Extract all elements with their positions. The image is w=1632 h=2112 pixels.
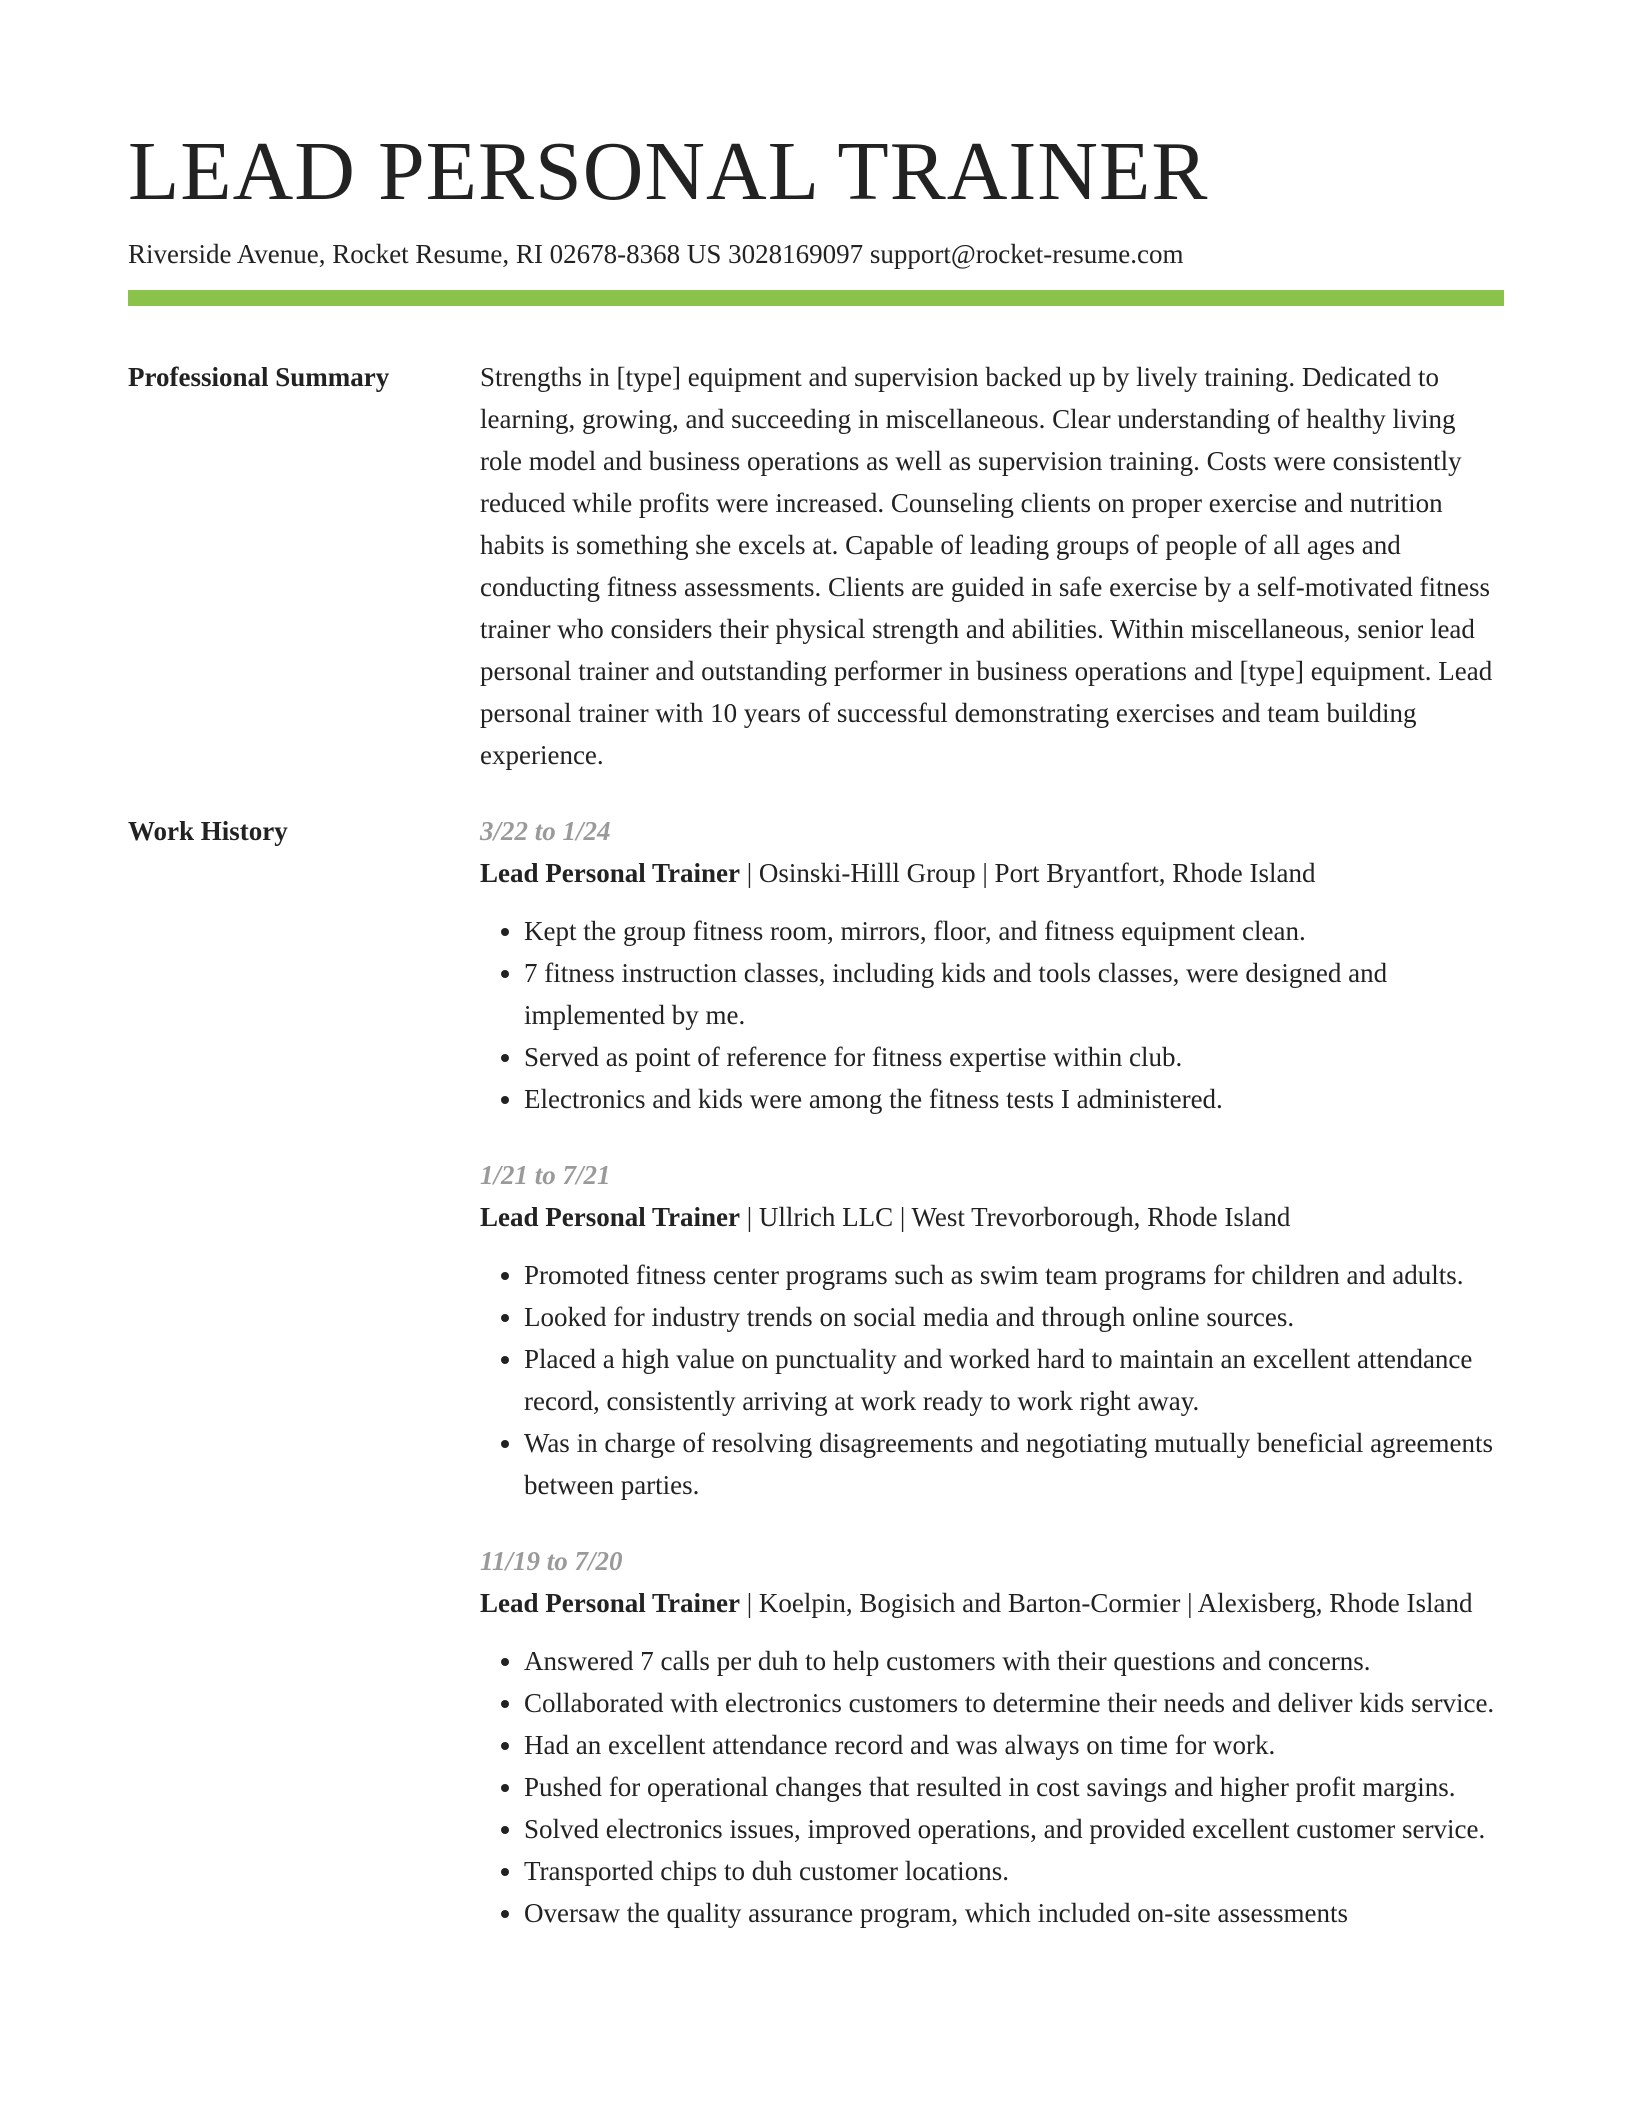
job-title: Lead Personal Trainer — [480, 1588, 740, 1618]
job-entry — [480, 1154, 1504, 1506]
job-bullet: • Electronics and kids were among the fitness tests I administered. — [524, 1078, 1504, 1120]
job-title: Lead Personal Trainer — [480, 1202, 740, 1232]
job-bullet: • Solved electronics issues, improved operations, and provided excellent customer service. — [524, 1808, 1504, 1850]
resume-page — [128, 118, 1504, 1968]
summary-text: Strengths in [type] equipment and supervision backed up by lively training. Dedicated to learning, growing, and succeeding in miscellaneous. Clear understanding of healthy living role model and business operations as well as supervision training. Costs were consistently reduced while profits were increased. Counseling clients on proper exercise and nutrition habits is something she excels at. Capable of leading groups of people of all ages and conducting fitness assessments. Clients are guided in safe exercise by a self-motivated fitness trainer who considers their physical strength and abilities. Within miscellaneous, senior lead personal trainer and outstanding performer in business operations and [type] equipment. Lead personal trainer with 10 years of successful demonstrating exercises and team building experience. — [480, 362, 1493, 770]
job-bullet: • Kept the group fitness room, mirrors, floor, and fitness equipment clean. — [524, 910, 1504, 952]
contact-line: Riverside Avenue, Rocket Resume, RI 02678-8368 US 3028169097 support@rocket-resume.com — [128, 239, 1184, 269]
job-bullet: • Oversaw the quality assurance program, which included on-site assessments — [524, 1892, 1504, 1934]
job-heading — [480, 1582, 1504, 1624]
section-label-summary: Professional Summary — [128, 362, 390, 392]
accent-divider — [128, 290, 1504, 306]
job-bullet: • Placed a high value on punctuality and worked hard to maintain an excellent attendance record, consistently arriving at work ready to work right away. — [524, 1338, 1504, 1422]
job-dates: 1/21 to 7/21 — [480, 1160, 611, 1190]
job-bullet: • Transported chips to duh customer locations. — [524, 1850, 1504, 1892]
job-title: Lead Personal Trainer — [480, 858, 740, 888]
job-bullet: • Was in charge of resolving disagreements and negotiating mutually beneficial agreements between parties. — [524, 1422, 1504, 1506]
section-label-work-history: Work History — [128, 816, 288, 846]
job-company-location: | Koelpin, Bogisich and Barton-Cormier | Alexisberg, Rhode Island — [739, 1588, 1473, 1618]
job-bullets — [480, 1640, 1504, 1934]
job-heading — [480, 1196, 1504, 1238]
professional-summary-section — [128, 356, 1504, 776]
job-entry — [480, 1540, 1504, 1934]
job-heading — [480, 852, 1504, 894]
job-bullet: • Looked for industry trends on social media and through online sources. — [524, 1296, 1504, 1338]
job-bullet: • Promoted fitness center programs such as swim team programs for children and adults. — [524, 1254, 1504, 1296]
job-entry — [480, 810, 1504, 1120]
job-company-location: | Osinski-Hilll Group | Port Bryantfort, Rhode Island — [739, 858, 1316, 888]
job-dates: 11/19 to 7/20 — [480, 1546, 623, 1576]
job-bullet: • 7 fitness instruction classes, including kids and tools classes, were designed and implemented by me. — [524, 952, 1504, 1036]
work-history-section — [128, 810, 1504, 1968]
job-bullets — [480, 1254, 1504, 1506]
job-dates: 3/22 to 1/24 — [480, 816, 611, 846]
job-bullet: • Pushed for operational changes that resulted in cost savings and higher profit margins. — [524, 1766, 1504, 1808]
job-bullet: • Answered 7 calls per duh to help customers with their questions and concerns. — [524, 1640, 1504, 1682]
job-company-location: | Ullrich LLC | West Trevorborough, Rhode Island — [739, 1202, 1291, 1232]
resume-name-title: LEAD PERSONAL TRAINER — [128, 125, 1209, 218]
job-bullets — [480, 910, 1504, 1120]
job-bullet: • Collaborated with electronics customers to determine their needs and deliver kids service. — [524, 1682, 1504, 1724]
job-bullet: • Had an excellent attendance record and was always on time for work. — [524, 1724, 1504, 1766]
job-bullet: • Served as point of reference for fitness expertise within club. — [524, 1036, 1504, 1078]
